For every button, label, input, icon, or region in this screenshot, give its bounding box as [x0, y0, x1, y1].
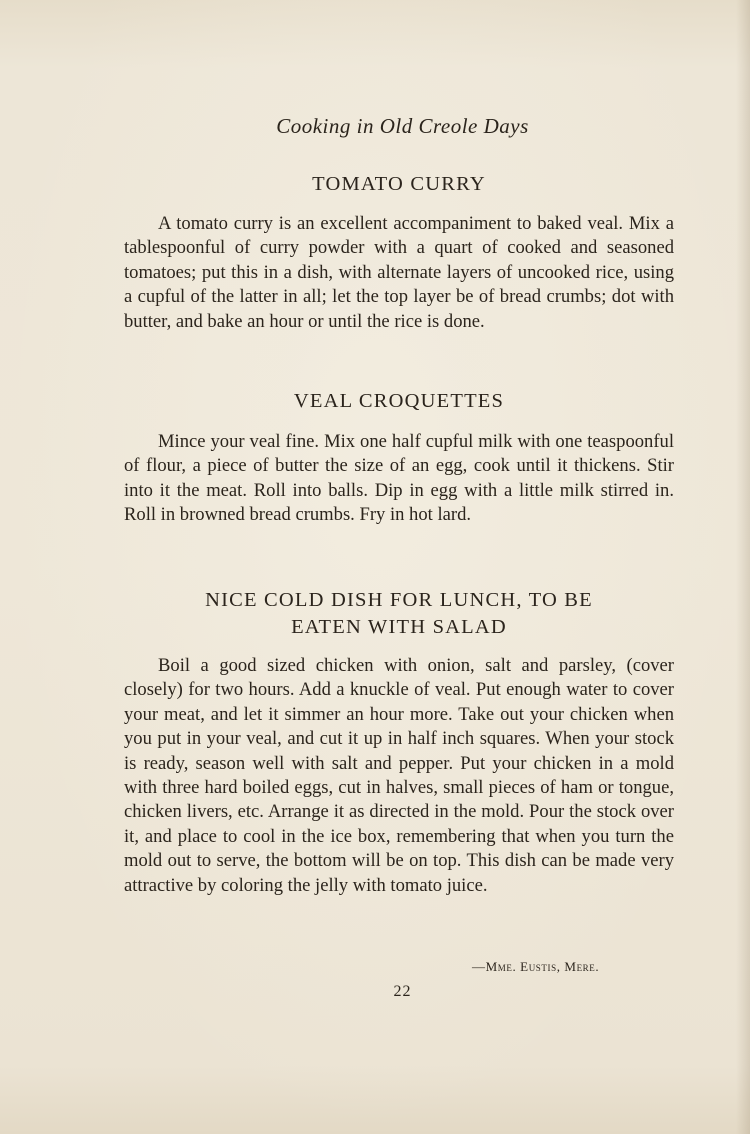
running-head: Cooking in Old Creole Days: [276, 114, 529, 138]
recipe-body-tomato-curry: A tomato curry is an excellent accompaniment to baked veal. Mix a tablespoonful of curry powder with a quart of cooked and seasoned tomatoes; put this in a dish, with alternate layers of uncooked rice, using a cupful of the latter in all; let the top layer be of bread crumbs; dot with butter, and bake an hour or until the rice is done.: [124, 213, 674, 332]
page-edge-shadow: [736, 0, 750, 1134]
recipe-title-veal-croquettes: VEAL CROQUETTES: [293, 390, 505, 412]
attribution-signature: —Mme. Eustis, Mere.: [472, 959, 600, 974]
recipe-title-cold-dish-line2: EATEN WITH SALAD: [291, 616, 507, 638]
recipe-body-cold-dish: Boil a good sized chicken with onion, salt and parsley, (cover closely) for two hours. Add a knuckle of veal. Put enough water to cover your meat, and let it simmer an hour more. Take out your chicken when you put in your veal, and cut it up in half inch squares. When your stock is ready, season well with salt and pepper. Put your chicken in a mold with three hard boiled eggs, cut in halves, small pieces of ham or tongue, chicken livers, etc. Arrange it as directed in the mold. Pour the stock over it, and place to cool in the ice box, remembering that when you turn the mold out to serve, the bottom will be on top. This dish can be made very attractive by coloring the jelly with tomato juice.: [124, 655, 674, 896]
recipe-title-tomato-curry: TOMATO CURRY: [312, 173, 486, 195]
page-number: 22: [393, 983, 412, 1000]
recipe-title-cold-dish-line1: NICE COLD DISH FOR LUNCH, TO BE: [205, 589, 593, 611]
recipe-body-veal-croquettes: Mince your veal fine. Mix one half cupful milk with one teaspoonful of flour, a piece of butter the size of an egg, cook until it thickens. Stir into it the meat. Roll into balls. Dip in egg with a little milk stirred in. Roll in browned bread crumbs. Fry in hot lard.: [124, 431, 674, 526]
recipe-title-cold-dish: [124, 587, 674, 641]
